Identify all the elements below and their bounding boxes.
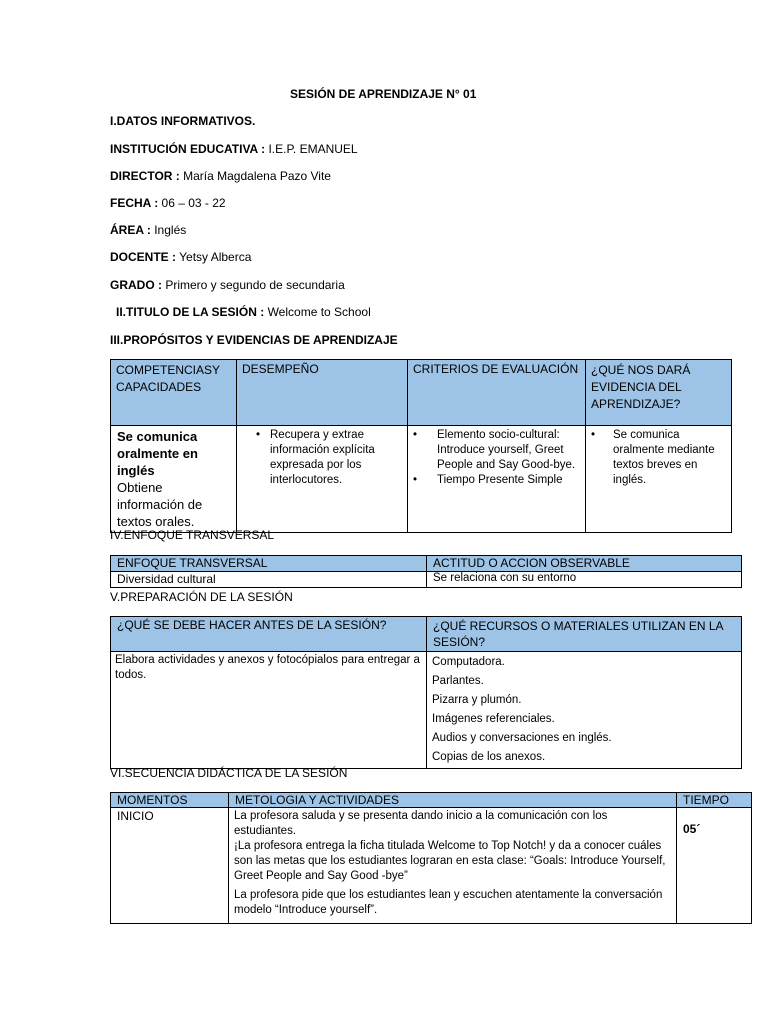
area-value: Inglés [150,223,187,237]
director-value: María Magdalena Pazo Vite [179,169,331,183]
criterio-item: • Elemento socio-cultural: Introduce yourself, Greet People and Say Good-bye. [413,428,580,473]
criterios-cell [408,426,586,533]
propositos-row [111,426,732,533]
recurso-item: Audios y conversaciones en inglés. [432,732,612,744]
grado-label: GRADO : [110,278,162,292]
competencia-cell [111,426,237,533]
recurso-item: Pizarra y plumón. [432,694,522,706]
propositos-table [110,359,732,533]
recursos-cell [427,652,742,769]
desempeno-item: • Recupera y extrae información explícita expresada por los interlocutores. [256,428,402,488]
header-momentos: MOMENTOS [111,793,229,808]
header-antes: ¿QUÉ SE DEBE HACER ANTES DE LA SESIÓN? [111,617,427,652]
enfoque-header-row [111,556,742,572]
datos-heading: I.DATOS INFORMATIVOS. [110,114,256,128]
docente-label: DOCENTE : [110,250,176,264]
secuencia-heading: VI.SECUENCIA DIDÁCTICA DE LA SESIÓN [110,766,348,780]
recurso-item: Parlantes. [432,675,484,687]
propositos-header-row [111,360,732,426]
competencia-text: Obtiene información de textos orales. [117,480,203,529]
actividad-item: La profesora saluda y se presenta dando inicio a la comunicación con los estudiantes. [234,810,608,837]
preparacion-header-row [111,617,742,652]
header-enfoque: ENFOQUE TRANSVERSAL [111,556,427,572]
propositos-heading: III.PROPÓSITOS Y EVIDENCIAS DE APRENDIZAJE [110,333,398,347]
evidencia-item: • Se comunica oralmente mediante textos breves en inglés. [591,428,726,488]
enfoque-heading: IV.ENFOQUE TRANSVERSAL [110,528,275,542]
titulo-value: Welcome to School [264,305,371,319]
antes-cell: Elabora actividades y anexos y fotocópialos para entregar a todos. [111,652,427,769]
secuencia-row [111,808,752,924]
evidencia-cell [586,426,732,533]
actividades-cell [229,808,677,924]
grado-line [110,278,345,292]
header-competencias: COMPETENCIASY CAPACIDADES [111,360,237,426]
secuencia-header-row [111,793,752,808]
header-evidencia: ¿QUÉ NOS DARÁ EVIDENCIA DEL APRENDIZAJE? [586,360,732,426]
titulo-label: II.TITULO DE LA SESIÓN : [116,305,265,319]
criterio-item: • Tiempo Presente Simple [413,473,580,488]
area-label: ÁREA : [110,223,151,237]
director-label: DIRECTOR : [110,169,180,183]
director-line [110,169,331,183]
page-title: SESIÓN DE APRENDIZAJE N° 01 [290,87,477,101]
enfoque-row [111,572,742,588]
docente-value: Yetsy Alberca [176,250,252,264]
enfoque-table [110,555,742,588]
header-recursos: ¿QUÉ RECURSOS O MATERIALES UTILIZAN EN LA SESIÓN? [427,617,742,652]
recurso-item: Copias de los anexos. [432,751,546,763]
institucion-label: INSTITUCIÓN EDUCATIVA : [110,142,266,156]
header-actividades: METOLOGIA Y ACTIVIDADES [229,793,677,808]
enfoque-value: Diversidad cultural [111,572,427,588]
preparacion-heading: V.PREPARACIÓN DE LA SESIÓN [110,590,293,604]
preparacion-table [110,616,742,769]
fecha-line [110,196,226,210]
fecha-label: FECHA : [110,196,159,210]
preparacion-row [111,652,742,769]
titulo-line [116,305,371,319]
header-tiempo: TIEMPO [677,793,752,808]
grado-value: Primero y segundo de secundaria [162,278,345,292]
actividad-item: ¡La profesora entrega la ficha titulada Welcome to Top Notch! y da a conocer cuáles son las metas que los estudiantes lograran en esta clase: “Goals: Introduce Yourself, Greet People and Say Good -bye” [234,840,666,882]
recurso-item: Imágenes referenciales. [432,713,555,725]
area-line [110,223,186,237]
secuencia-table [110,792,752,924]
header-criterios: CRITERIOS DE EVALUACIÓN [408,360,586,426]
recurso-item: Computadora. [432,656,505,668]
momento-cell: INICIO [111,808,229,924]
header-actitud: ACTITUD O ACCION OBSERVABLE [427,556,742,572]
tiempo-cell: 05´ [677,808,752,924]
institucion-line [110,142,358,156]
header-desempeno: DESEMPEÑO [237,360,408,426]
institucion-value: I.E.P. EMANUEL [265,142,358,156]
actividad-item: La profesora pide que los estudiantes lean y escuchen atentamente la conversación modelo “Introduce yourself”. [234,889,663,916]
fecha-value: 06 – 03 - 22 [158,196,226,210]
docente-line [110,250,251,264]
competencia-bold: Se comunica oralmente en inglés [117,429,198,478]
actitud-value: Se relaciona con su entorno [427,572,742,588]
desempeno-cell [237,426,408,533]
